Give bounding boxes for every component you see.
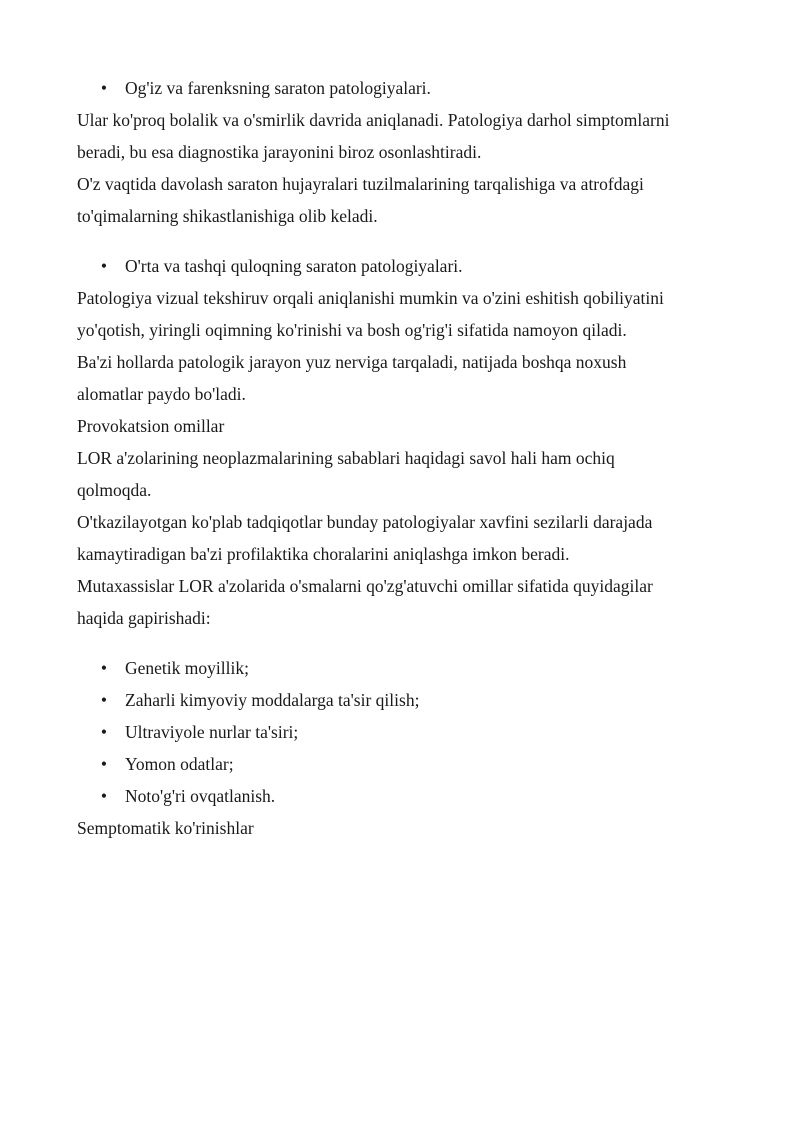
- paragraph-gap: [77, 634, 727, 652]
- list-item-text: Og'iz va farenksning saraton patologiyalari.: [125, 78, 431, 98]
- paragraph-line: Ba'zi hollarda patologik jarayon yuz nerviga tarqaladi, natijada boshqa noxush: [77, 352, 627, 372]
- bullet-icon: •: [100, 256, 108, 276]
- paragraph-line: kamaytiradigan ba'zi profilaktika choralarini aniqlashga imkon beradi.: [77, 544, 570, 564]
- list-item: [77, 780, 727, 812]
- paragraph-line: Mutaxassislar LOR a'zolarida o'smalarni qo'zg'atuvchi omillar sifatida quyidagilar: [77, 576, 653, 596]
- paragraph-line: haqida gapirishadi:: [77, 608, 211, 628]
- bullet-icon: •: [100, 690, 108, 710]
- list-item-text: O'rta va tashqi quloqning saraton patologiyalari.: [125, 256, 463, 276]
- paragraph-line: Ular ko'proq bolalik va o'smirlik davrida aniqlanadi. Patologiya darhol simptomlarni: [77, 110, 670, 130]
- list-item-text: Zaharli kimyoviy moddalarga ta'sir qilish;: [125, 690, 420, 710]
- list-item: [77, 652, 727, 684]
- list-item-text: Yomon odatlar;: [125, 754, 234, 774]
- paragraph-line: O'z vaqtida davolash saraton hujayralari tuzilmalarining tarqalishiga va atrofdagi: [77, 174, 644, 194]
- paragraph-line: O'tkazilayotgan ko'plab tadqiqotlar bunday patologiyalar xavfini sezilarli darajada: [77, 512, 653, 532]
- paragraph-line: LOR a'zolarining neoplazmalarining sabablari haqidagi savol hali ham ochiq: [77, 448, 615, 468]
- list-item: [77, 72, 727, 104]
- section-heading: Provokatsion omillar: [77, 416, 225, 436]
- list-item-text: Genetik moyillik;: [125, 658, 249, 678]
- bullet-icon: •: [100, 78, 108, 98]
- paragraph-line: yo'qotish, yiringli oqimning ko'rinishi va bosh og'rig'i sifatida namoyon qiladi.: [77, 320, 627, 340]
- paragraph-line: qolmoqda.: [77, 480, 152, 500]
- bullet-icon: •: [100, 722, 108, 742]
- paragraph-line: to'qimalarning shikastlanishiga olib keladi.: [77, 206, 378, 226]
- paragraph-line: beradi, bu esa diagnostika jarayonini biroz osonlashtiradi.: [77, 142, 482, 162]
- bullet-icon: •: [100, 754, 108, 774]
- bullet-icon: •: [100, 786, 108, 806]
- list-item: [77, 250, 727, 282]
- paragraph-line: alomatlar paydo bo'ladi.: [77, 384, 246, 404]
- list-item-text: Noto'g'ri ovqatlanish.: [125, 786, 276, 806]
- list-item: [77, 716, 727, 748]
- section-heading: Semptomatik ko'rinishlar: [77, 818, 254, 838]
- list-item: [77, 748, 727, 780]
- paragraph-gap: [77, 232, 727, 250]
- paragraph-line: Patologiya vizual tekshiruv orqali aniqlanishi mumkin va o'zini eshitish qobiliyatini: [77, 288, 664, 308]
- list-item: [77, 684, 727, 716]
- bullet-icon: •: [100, 658, 108, 678]
- document-page: [77, 72, 727, 844]
- list-item-text: Ultraviyole nurlar ta'siri;: [125, 722, 299, 742]
